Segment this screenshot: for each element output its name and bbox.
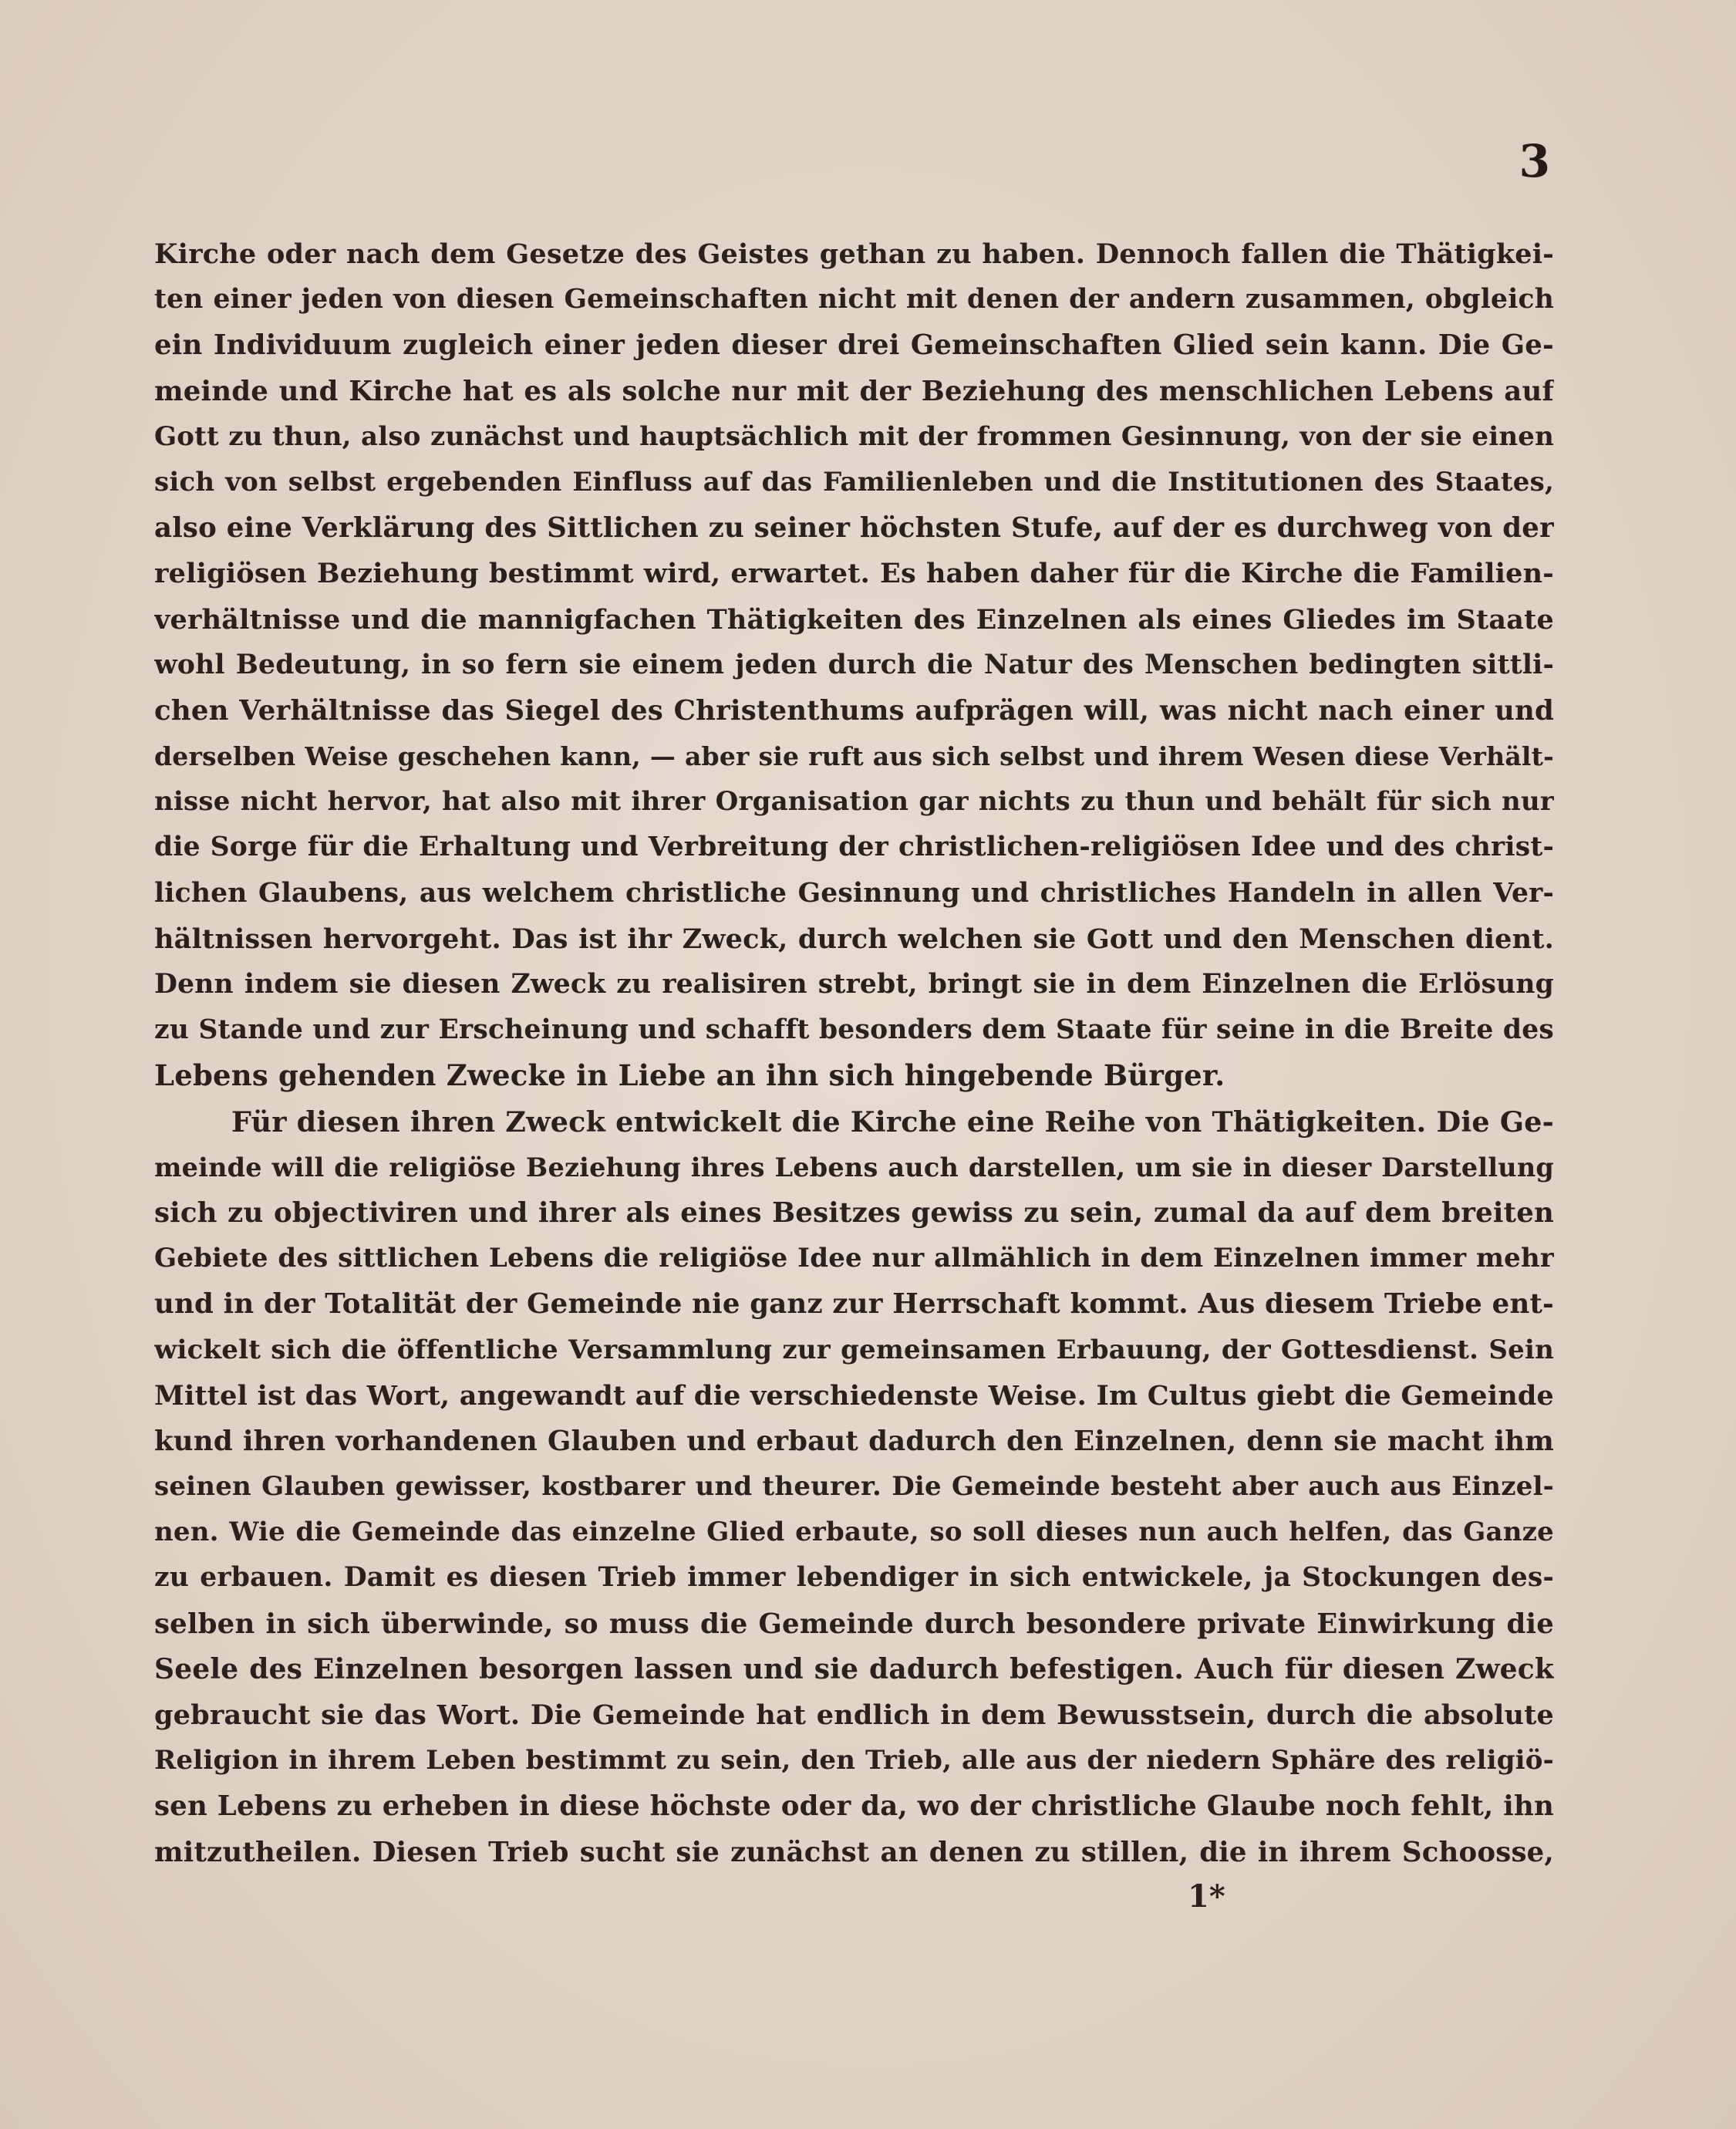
text-line: ten einer jeden von diesen Gemeinschaften nicht mit denen der andern zusammen, obgleich [154, 284, 1554, 315]
text-line: seinen Glauben gewisser, kostbarer und theurer. Die Gemeinde besteht aber auch aus Einzel- [154, 1471, 1554, 1503]
text-line: wohl Bedeutung, in so fern sie einem jeden durch die Natur des Menschen bedingten sittli- [154, 649, 1554, 680]
text-line: chen Verhältnisse das Siegel des Christenthums aufprägen will, was nicht nach einer und [154, 694, 1554, 727]
text-line: sen Lebens zu erheben in diese höchste oder da, wo der christliche Glaube noch fehlt, ihn [154, 1790, 1554, 1823]
text-line: sich zu objectiviren und ihrer als eines Besitzes gewiss zu sein, zumal da auf dem breiten [154, 1196, 1554, 1229]
text-line: Mittel ist das Wort, angewandt auf die verschiedenste Weise. Im Cultus giebt die Gemeinde [154, 1379, 1554, 1412]
text-line: und in der Totalität der Gemeinde nie ganz zur Herrschaft kommt. Aus diesem Triebe ent- [154, 1288, 1554, 1321]
text-line: nisse nicht hervor, hat also mit ihrer Organisation gar nichts zu thun und behält für sich nur [154, 786, 1554, 818]
text-line: Denn indem sie diesen Zweck zu realisiren strebt, bringt sie in dem Einzelnen die Erlösung [154, 969, 1554, 1000]
text-line: Lebens gehenden Zwecke in Liebe an ihn sich hingebende Bürger. [154, 1058, 1225, 1093]
text-line: Gott zu thun, also zunächst und hauptsächlich mit der frommen Gesinnung, von der sie einen [154, 420, 1554, 452]
text-line: wickelt sich die öffentliche Versammlung zur gemeinsamen Erbauung, der Gottesdienst. Sein [154, 1334, 1554, 1365]
text-line: mitzutheilen. Diesen Trieb sucht sie zunächst an denen zu stillen, die in ihrem Schoosse, [154, 1836, 1554, 1868]
text-line: sich von selbst ergebenden Einfluss auf das Familienleben und die Institutionen des Staates, [154, 466, 1554, 498]
text-line: ein Individuum zugleich einer jeden dieser drei Gemeinschaften Glied sein kann. Die Ge- [154, 329, 1554, 362]
text-line: derselben Weise geschehen kann, — aber sie ruft aus sich selbst und ihrem Wesen diese Verhält- [154, 741, 1554, 772]
text-line: lichen Glaubens, aus welchem christliche Gesinnung und christliches Handeln in allen Ver- [154, 877, 1554, 909]
body-text [154, 231, 1554, 1875]
text-line: Für diesen ihren Zweck entwickelt die Kirche eine Reihe von Thätigkeiten. Die Ge- [231, 1105, 1554, 1139]
signature-mark: 1* [1188, 1878, 1225, 1915]
text-line: Religion in ihrem Leben bestimmt zu sein, den Trieb, alle aus der niedern Sphäre des religiö- [154, 1745, 1554, 1776]
text-line: meinde und Kirche hat es als solche nur mit der Beziehung des menschlichen Lebens auf [154, 375, 1554, 407]
text-line: die Sorge für die Erhaltung und Verbreitung der christlichen-religiösen Idee und des christ- [154, 832, 1554, 863]
text-line: hältnissen hervorgeht. Das ist ihr Zweck, durch welchen sie Gott und den Menschen dient. [154, 923, 1554, 955]
text-line: selben in sich überwinde, so muss die Gemeinde durch besondere private Einwirkung die [154, 1608, 1554, 1640]
text-line: zu erbauen. Damit es diesen Trieb immer lebendiger in sich entwickele, ja Stockungen des- [154, 1562, 1554, 1594]
text-line: gebraucht sie das Wort. Die Gemeinde hat endlich in dem Bewusstsein, durch die absolute [154, 1699, 1554, 1731]
text-line: kund ihren vorhandenen Glauben und erbaut dadurch den Einzelnen, denn sie macht ihm [154, 1425, 1554, 1457]
text-line: nen. Wie die Gemeinde das einzelne Glied erbaute, so soll dieses nun auch helfen, das Ganze [154, 1517, 1554, 1548]
text-line: Gebiete des sittlichen Lebens die religiöse Idee nur allmählich in dem Einzelnen immer mehr [154, 1243, 1554, 1274]
text-line: Kirche oder nach dem Gesetze des Geistes gethan zu haben. Dennoch fallen die Thätigkei- [154, 238, 1554, 270]
text-line: religiösen Beziehung bestimmt wird, erwartet. Es haben daher für die Kirche die Familien- [154, 558, 1554, 590]
text-line: zu Stande und zur Erscheinung und schafft besonders dem Staate für seine in die Breite des [154, 1014, 1554, 1046]
page-number: 3 [1519, 135, 1550, 187]
text-line: meinde will die religiöse Beziehung ihres Lebens auch darstellen, um sie in dieser Darstellung [154, 1152, 1554, 1183]
text-line: Seele des Einzelnen besorgen lassen und sie dadurch befestigen. Auch für diesen Zweck [154, 1652, 1554, 1685]
text-line: verhältnisse und die mannigfachen Thätigkeiten des Einzelnen als eines Gliedes im Staate [154, 603, 1554, 636]
text-line: also eine Verklärung des Sittlichen zu seiner höchsten Stufe, auf der es durchweg von der [154, 512, 1554, 545]
